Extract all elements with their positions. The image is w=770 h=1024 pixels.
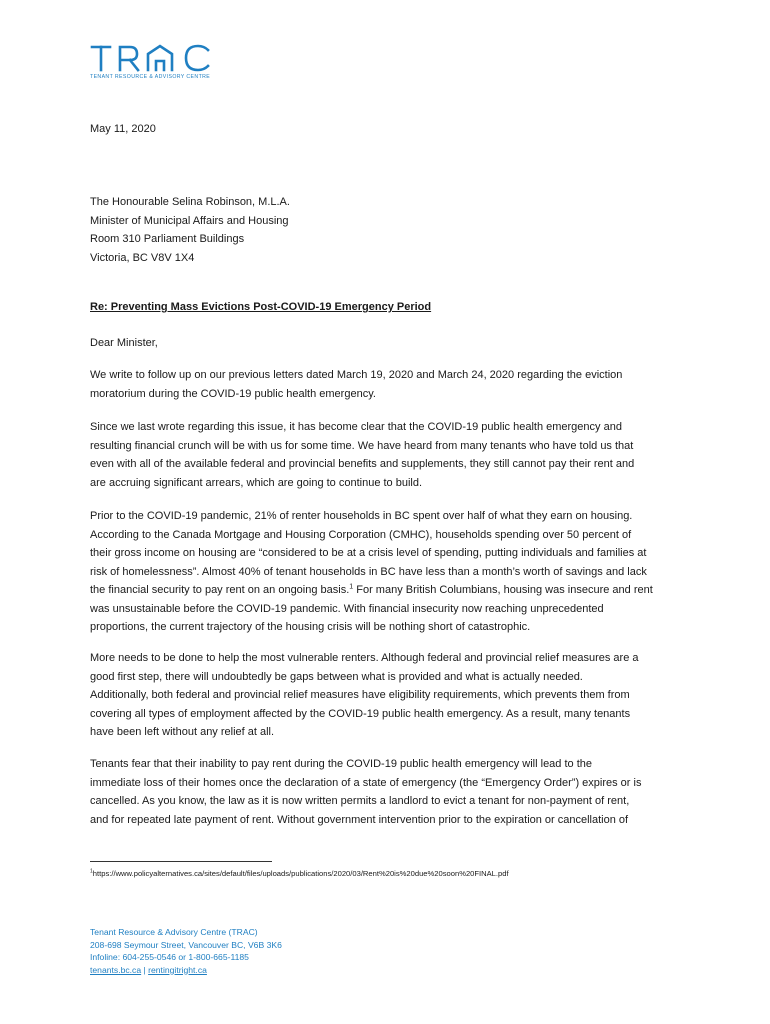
salutation: Dear Minister, (90, 337, 158, 349)
trac-logo (90, 44, 230, 80)
text-line: moratorium during the COVID-19 public health emergency. (90, 387, 376, 400)
letterhead-footer (90, 926, 282, 976)
text-line: was unsustainable before the COVID-19 pandemic. With financial insecurity now reaching unprecedented (90, 602, 604, 615)
paragraph (90, 366, 690, 403)
text-line: immediate loss of their homes once the declaration of a state of emergency (the “Emergency Order”) expires or is (90, 776, 642, 789)
text-line: cancelled. As you know, the law as it is now written permits a landlord to evict a tenant for non-payment of rent, (90, 795, 630, 807)
text-line: have been left without any relief at all. (90, 726, 275, 738)
text-line: are accruing significant arrears, which are going to continue to build. (90, 476, 423, 489)
footnote-divider (90, 861, 272, 862)
paragraph (90, 418, 690, 492)
footer-org: Tenant Resource & Advisory Centre (TRAC) (90, 927, 258, 937)
letter-date: May 11, 2020 (90, 123, 156, 135)
text-segment: For many British Columbians, housing was insecure and rent (356, 584, 653, 596)
recipient-address (90, 193, 690, 267)
footnote-url[interactable]: https://www.policyalternatives.ca/sites/default/files/uploads/publications/2020/03/Rent%20is%20due%20soon%20FINAL.pdf (92, 869, 509, 878)
recipient-line: Room 310 Parliament Buildings (90, 233, 245, 245)
text-line: good first step, there will undoubtedly be gaps between what is provided and what is actually needed. (90, 670, 583, 683)
text-line: Prior to the COVID-19 pandemic, 21% of renter households in BC spent over half of what they earn on housing. (90, 510, 633, 522)
text-line: even with all of the available federal and provincial benefits and supplements, they still cannot pay their rent and (90, 458, 635, 470)
link-separator: | (143, 964, 146, 975)
text-line: Additionally, both federal and provincial relief measures have eligibility requirements, which prevents them from (90, 689, 630, 701)
text-line: proportions, the current trajectory of the housing crisis will be nothing short of catastrophic. (90, 621, 531, 633)
text-line: resulting financial crunch will be with us for some time. We have heard from many tenants who have told us that (90, 439, 634, 452)
recipient-line: Minister of Municipal Affairs and Housing (90, 214, 289, 227)
text-line: their gross income on housing are “considered to be at a crisis level of spending, putting individuals and families at (90, 547, 647, 559)
text-line: covering all types of employment affected by the COVID-19 public health emergency. As a result, many tenants (90, 707, 631, 720)
text-line: We write to follow up on our previous letters dated March 19, 2020 and March 24, 2020 regarding the eviction (90, 369, 623, 381)
footnote-marker: 1 (90, 868, 93, 875)
tenants-link[interactable]: tenants.bc.ca (90, 964, 142, 975)
footnote (90, 869, 509, 878)
text-line: More needs to be done to help the most vulnerable renters. Although federal and provincial relief measures are a (90, 652, 639, 664)
paragraph (90, 649, 690, 742)
footnote-ref[interactable]: 1 (349, 583, 354, 591)
recipient-line: The Honourable Selina Robinson, M.L.A. (90, 196, 290, 208)
paragraph (90, 507, 690, 637)
text-line (90, 581, 690, 600)
footer-infoline: Infoline: 604-255-0546 or 1-800-665-1185 (90, 952, 249, 962)
footer-address: 208-698 Seymour Street, Vancouver BC, V6B 3K6 (90, 939, 282, 950)
text-line: and for repeated late payment of rent. Without government intervention prior to the expiration or cancellation of (90, 813, 629, 826)
text-line: Tenants fear that their inability to pay rent during the COVID-19 public health emergency will lead to the (90, 758, 592, 770)
logo-tagline: TENANT RESOURCE & ADVISORY CENTRE (90, 74, 211, 80)
text-segment: the financial security to pay rent on an ongoing basis. (90, 584, 350, 596)
rentingitright-link[interactable]: rentingitright.ca (148, 964, 207, 975)
subject-line: Re: Preventing Mass Evictions Post-COVID-19 Emergency Period (90, 301, 432, 313)
paragraph (90, 755, 690, 829)
trac-logo-icon (90, 44, 218, 72)
text-line: Since we last wrote regarding this issue, it has become clear that the COVID-19 public health emergency and (90, 421, 622, 433)
footer-links (90, 964, 282, 977)
recipient-line: Victoria, BC V8V 1X4 (90, 251, 195, 264)
text-line: risk of homelessness”. Almost 40% of tenant households in BC have less than a month’s worth of savings and lack (90, 565, 647, 578)
text-line: According to the Canada Mortgage and Housing Corporation (CMHC), households spending over 50 percent of (90, 528, 632, 541)
